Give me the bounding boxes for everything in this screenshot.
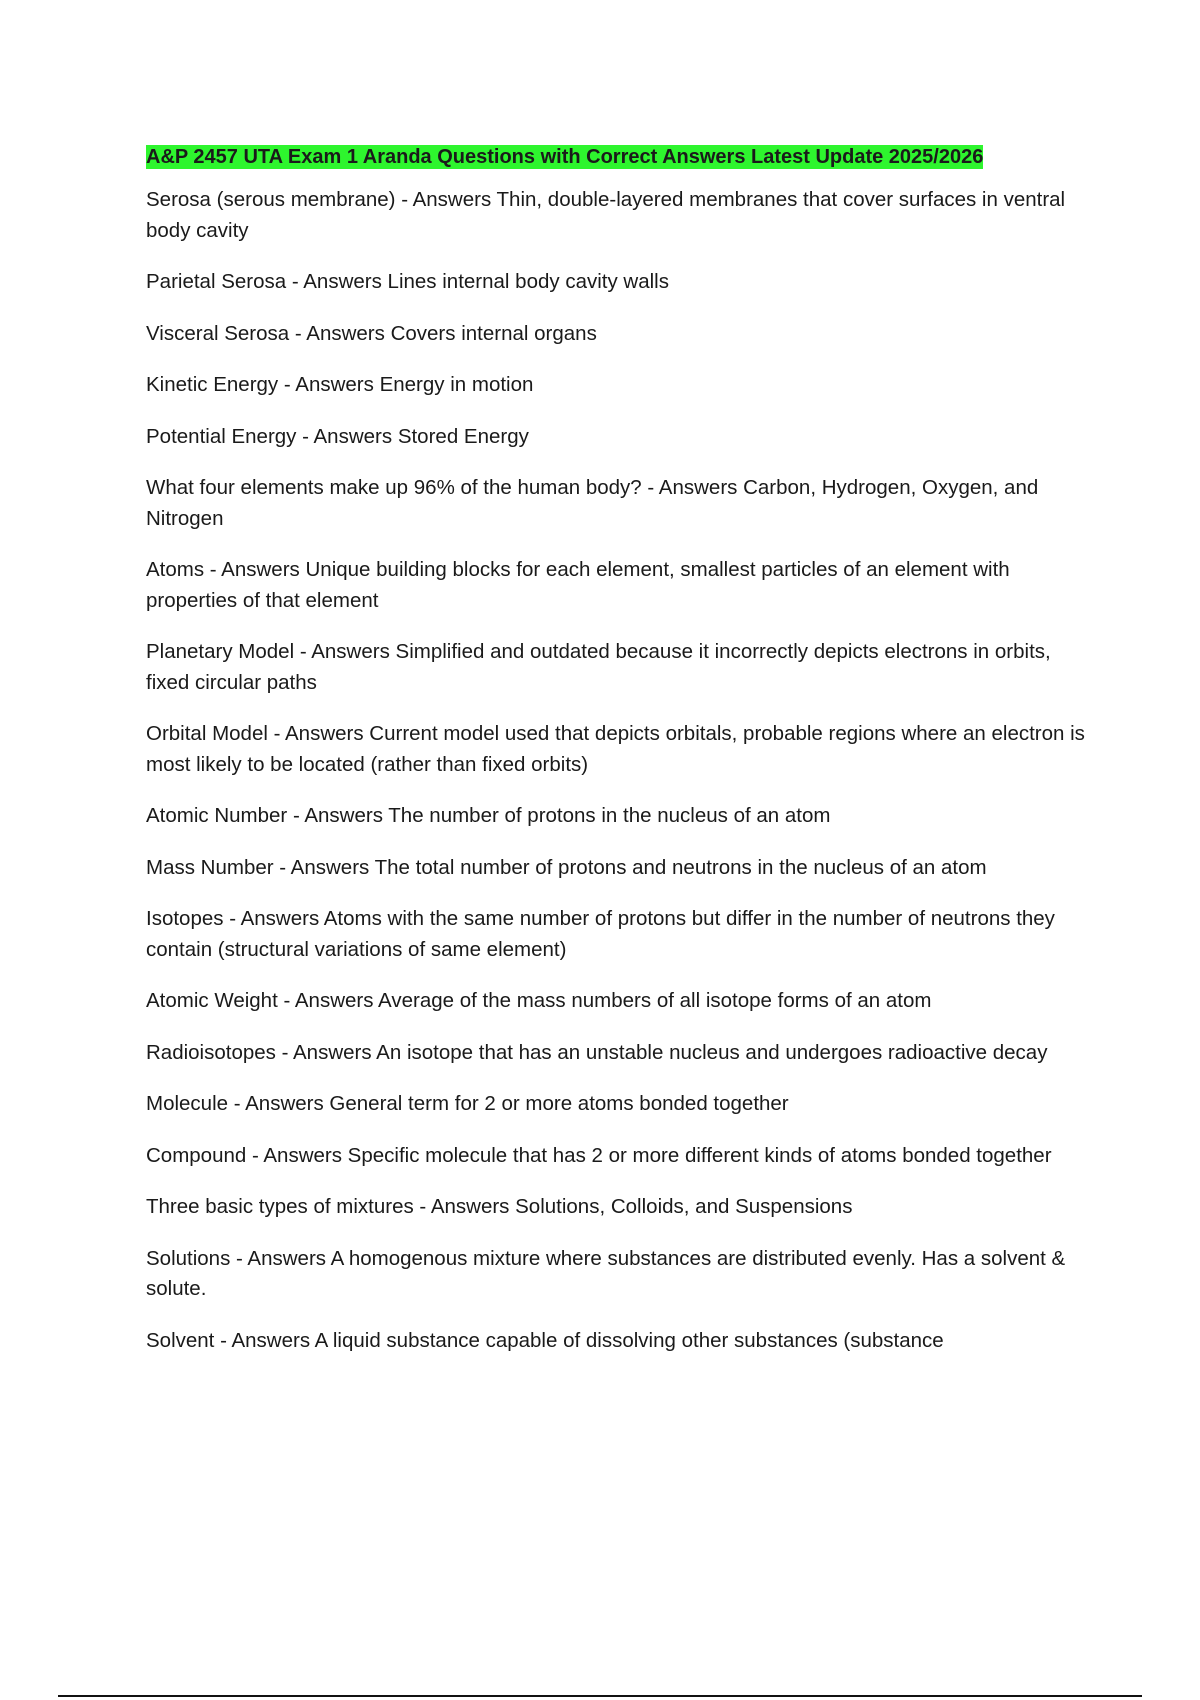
qa-entry-planetary-model: Planetary Model - Answers Simplified and outdated because it incorrectly depicts electrons in orbits, fixed circular paths (146, 640, 1051, 694)
qa-entry-visceral-serosa: Visceral Serosa - Answers Covers internal organs (146, 321, 597, 345)
qa-entry-kinetic-energy: Kinetic Energy - Answers Energy in motion (146, 373, 534, 396)
qa-entry-atomic-weight: Atomic Weight - Answers Average of the mass numbers of all isotope forms of an atom (146, 989, 932, 1012)
qa-entry-potential-energy: Potential Energy - Answers Stored Energy (146, 424, 529, 448)
qa-entry-molecule: Molecule - Answers General term for 2 or more atoms bonded together (146, 1092, 789, 1115)
page-bottom-rule (58, 1695, 1142, 1697)
qa-entry-solvent: Solvent - Answers A liquid substance capable of dissolving other substances (substance (146, 1328, 944, 1352)
document-content (146, 143, 1091, 1377)
document-title: A&P 2457 UTA Exam 1 Aranda Questions with Correct Answers Latest Update 2025/2026 (146, 146, 984, 168)
qa-entry-atomic-number: Atomic Number - Answers The number of protons in the nucleus of an atom (146, 804, 831, 827)
qa-entry-atoms: Atoms - Answers Unique building blocks for each element, smallest particles of an element with properties of that element (146, 558, 1010, 612)
qa-entry-mass-number: Mass Number - Answers The total number of protons and neutrons in the nucleus of an atom (146, 855, 987, 879)
qa-entry-compound: Compound - Answers Specific molecule that has 2 or more different kinds of atoms bonded together (146, 1143, 1052, 1167)
qa-entry-parietal-serosa: Parietal Serosa - Answers Lines internal body cavity walls (146, 270, 669, 293)
qa-entry-radioisotopes: Radioisotopes - Answers An isotope that has an unstable nucleus and undergoes radioactive decay (146, 1040, 1048, 1064)
qa-entry-serosa: Serosa (serous membrane) - Answers Thin, double-layered membranes that cover surfaces in ventral body cavity (146, 188, 1066, 242)
qa-entry-mixtures: Three basic types of mixtures - Answers Solutions, Colloids, and Suspensions (146, 1195, 853, 1218)
qa-entry-orbital-model: Orbital Model - Answers Current model used that depicts orbitals, probable regions where an electron is most likely to be located (rather than fixed orbits) (146, 722, 1085, 776)
qa-entry-isotopes: Isotopes - Answers Atoms with the same number of protons but differ in the number of neutrons they contain (structural variations of same element) (146, 907, 1055, 961)
qa-entry-solutions: Solutions - Answers A homogenous mixture where substances are distributed evenly. Has a solvent & solute. (146, 1246, 1066, 1300)
document-title-line (146, 143, 1091, 171)
qa-entry-four-elements: What four elements make up 96% of the human body? - Answers Carbon, Hydrogen, Oxygen, and Nitrogen (146, 476, 1039, 530)
